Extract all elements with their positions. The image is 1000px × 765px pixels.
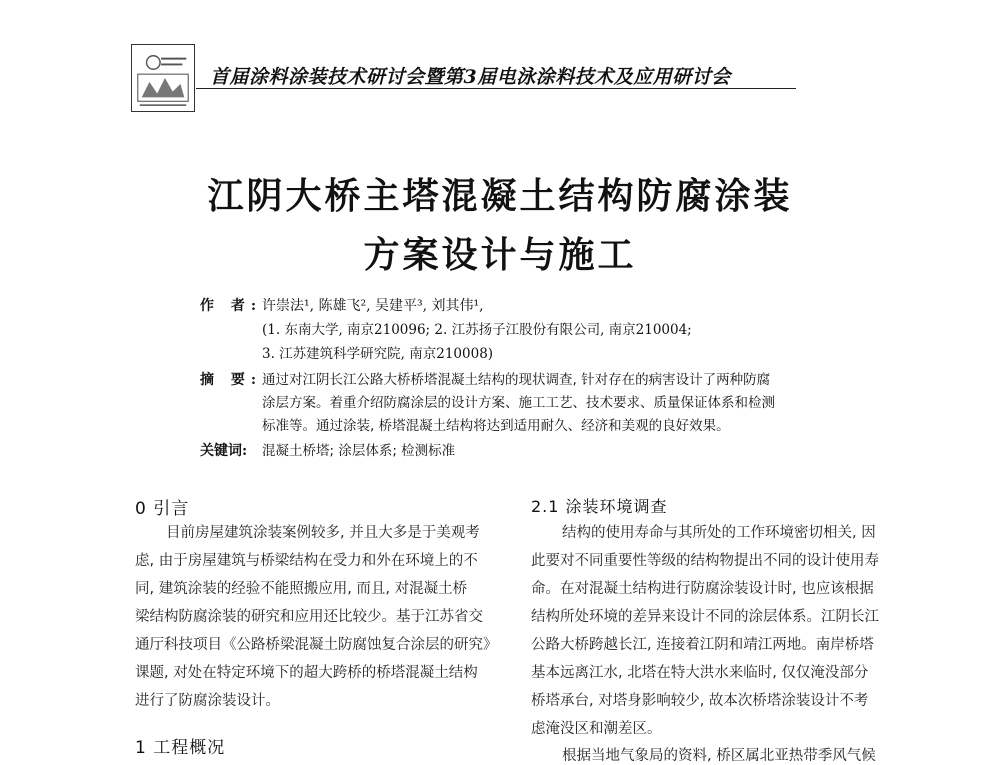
abstract-label: 摘 要:	[200, 372, 263, 388]
left-paragraph-line: 目前房屋建筑涂装案例较多, 并且大多是于美观考	[166, 525, 480, 541]
section-2-1-heading: 2.1 涂装环境调查	[531, 497, 668, 516]
left-paragraph-line: 同, 建筑涂装的经验不能照搬应用, 而且, 对混凝土桥	[135, 581, 468, 597]
conference-logo	[131, 44, 195, 112]
header-rule	[196, 88, 796, 89]
keywords-label: 关键词:	[200, 443, 248, 459]
right-paragraph-line: 结构的使用寿命与其所处的工作环境密切相关, 因	[562, 525, 876, 541]
authors-names: 许崇法¹, 陈雄飞², 吴建平³, 刘其伟¹,	[262, 298, 484, 314]
paper-title-line-2: 方案设计与施工	[363, 235, 637, 276]
right-paragraph-line: 基本远离江水, 北塔在特大洪水来临时, 仅仅淹没部分	[531, 665, 869, 681]
left-paragraph-line: 进行了防腐涂装设计。	[135, 693, 280, 709]
running-header: 首届涂料涂装技术研讨会暨第3届电泳涂料技术及应用研讨会	[210, 66, 731, 88]
left-paragraph-line: 虑, 由于房屋建筑与桥梁结构在受力和外在环境上的不	[135, 553, 478, 569]
abstract-line-1: 通过对江阴长江公路大桥桥塔混凝土结构的现状调查, 针对存在的病害设计了两种防腐	[262, 372, 771, 388]
left-paragraph-line: 课题, 对处在特定环境下的超大跨桥的桥塔混凝土结构	[135, 665, 478, 681]
author-affiliation-1: (1. 东南大学, 南京210096; 2. 江苏扬子江股份有限公司, 南京210004;	[262, 322, 692, 338]
right-paragraph-line: 此要对不同重要性等级的结构物提出不同的设计使用寿	[531, 553, 879, 569]
authors-label: 作 者:	[200, 298, 263, 314]
right-paragraph-line: 命。在对混凝土结构进行防腐涂装设计时, 也应该根据	[531, 581, 874, 597]
logo-emblem-icon	[132, 45, 194, 111]
right-paragraph-line: 根据当地气象局的资料, 桥区属北亚热带季风气候	[562, 748, 876, 764]
section-0-heading: 0 引言	[135, 499, 190, 519]
abstract-line-2: 涂层方案。着重介绍防腐涂层的设计方案、施工工艺、技术要求、质量保证体系和检测	[262, 395, 775, 411]
left-paragraph-line: 通厅科技项目《公路桥梁混凝土防腐蚀复合涂层的研究》	[135, 637, 498, 653]
paper-title-line-1: 江阴大桥主塔混凝土结构防腐涂装	[207, 176, 793, 217]
right-paragraph-line: 桥塔承台, 对塔身影响较少, 故本次桥塔涂装设计不考	[531, 693, 869, 709]
right-paragraph-line: 结构所处环境的差异来设计不同的涂层体系。江阴长江	[531, 609, 879, 625]
left-paragraph-line: 梁结构防腐涂装的研究和应用还比较少。基于江苏省交	[135, 609, 483, 625]
keywords-text: 混凝土桥塔; 涂层体系; 检测标准	[262, 443, 456, 459]
abstract-line-3: 标准等。通过涂装, 桥塔混凝土结构将达到适用耐久、经济和美观的良好效果。	[262, 418, 730, 434]
section-1-heading: 1 工程概况	[135, 738, 226, 758]
author-affiliation-2: 3. 江苏建筑科学研究院, 南京210008)	[262, 346, 494, 362]
right-paragraph-line: 虑淹没区和潮差区。	[531, 721, 662, 737]
right-paragraph-line: 公路大桥跨越长江, 连接着江阴和靖江两地。南岸桥塔	[531, 637, 874, 653]
